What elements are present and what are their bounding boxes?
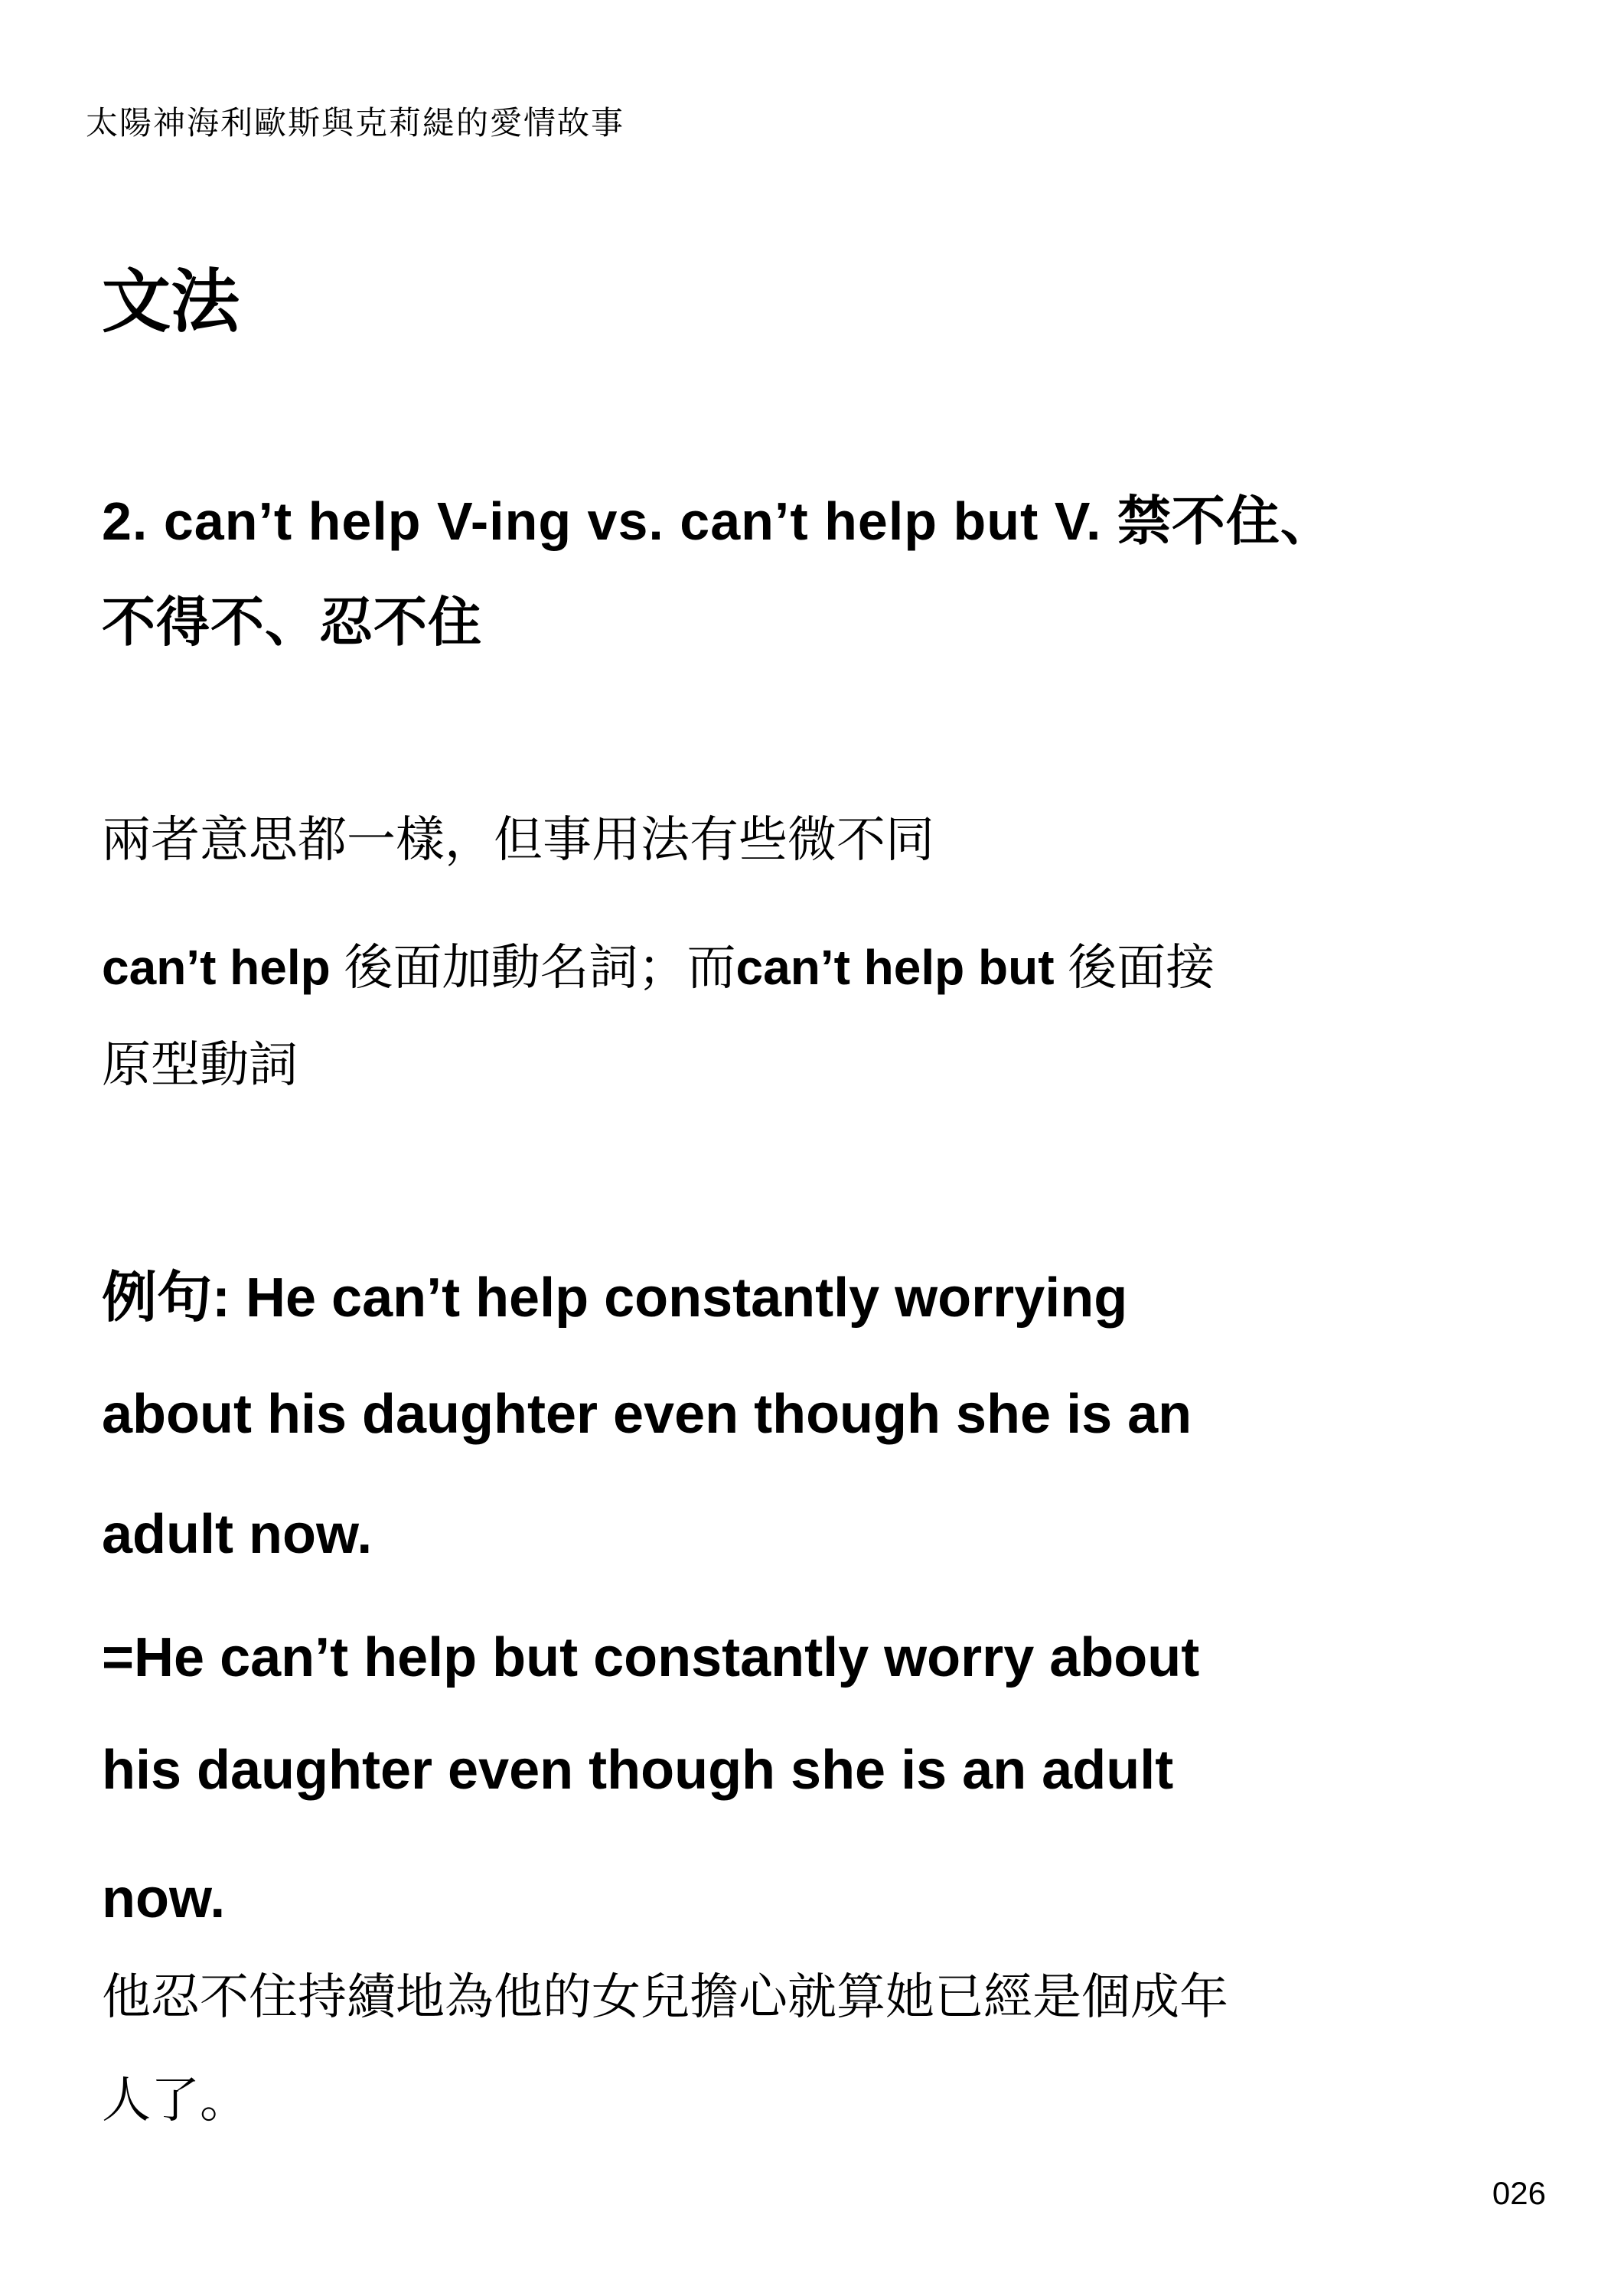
explanation-text: 兩者意思都一樣，但事用法有些微不同 [102, 812, 934, 867]
usage-text-1: 後面加動名詞；而 [330, 940, 736, 995]
example-sentence-start: He can’t help constantly worrying [245, 1267, 1128, 1329]
topic-heading-line2: 不得不、忍不住 [102, 592, 482, 652]
equivalent-sentence-line2: his daughter even though she is an adult [102, 1740, 1174, 1801]
usage-phrase-cant-help-but: can’t help but [735, 940, 1055, 995]
topic-heading-line1: 2. can’t help V-ing vs. can’t help but V. 禁不住、 [102, 491, 1335, 551]
example-sentence-line3: adult now. [102, 1504, 373, 1565]
usage-rule-line1 [102, 940, 1215, 995]
usage-phrase-cant-help: can’t help [102, 940, 331, 995]
example-label: 例句: [102, 1267, 246, 1329]
page-number: 026 [1492, 2175, 1546, 2211]
running-header: 太陽神海利歐斯與克莉緹的愛情故事 [86, 105, 625, 141]
equivalent-sentence-line1: =He can’t help but constantly worry about [102, 1627, 1200, 1688]
example-sentence-line1 [102, 1267, 1128, 1329]
usage-rule-line2: 原型動詞 [102, 1037, 298, 1092]
translation-line2: 人了。 [102, 2073, 249, 2128]
example-sentence-line2: about his daughter even though she is an [102, 1384, 1192, 1445]
usage-text-2: 後面接 [1054, 940, 1215, 995]
equivalent-sentence-line3: now. [102, 1868, 226, 1929]
section-title: 文法 [102, 264, 240, 341]
translation-line1: 他忍不住持續地為他的女兒擔心就算她已經是個成年 [102, 1969, 1228, 2024]
